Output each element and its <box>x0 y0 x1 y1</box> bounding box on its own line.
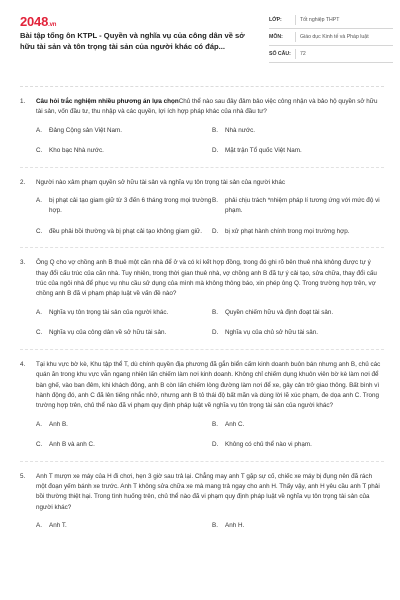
option-label: B. <box>212 126 218 134</box>
option-text: Anh B và anh C. <box>49 441 95 449</box>
option-text: Đảng Cộng sản Việt Nam. <box>49 126 123 134</box>
option-c[interactable] <box>36 227 212 237</box>
option-label: A. <box>36 126 42 134</box>
question-body: Anh T mượn xe máy của H đi chơi, hẹn 3 giờ sau trả lại. Chẳng may anh T gặp sự cố, chiếc xe máy bị đụng nên đã rách một đoạn yếm bánh xe trước. Anh T không sửa chữa xe mà mang trả ngay cho anh H. Thấy vậy, anh H yêu cầu anh T phải bồi thường thiệt hại. Trong tình huống trên, chủ thể nào đã vi phạm quy định pháp luật về nghĩa vụ tôn trọng tài sản của người khác? <box>36 472 380 511</box>
meta-key: SỐ CÂU: <box>269 51 291 57</box>
option-text: bị phạt cải tạo giam giữ từ 3 đến 6 tháng trong mọi trường hợp. <box>49 197 212 215</box>
header-separator <box>20 86 384 87</box>
option-b[interactable] <box>212 420 388 430</box>
meta-row-class <box>269 12 393 29</box>
option-label: D. <box>212 441 219 449</box>
option-label: A. <box>36 308 42 316</box>
option-label: B. <box>212 308 218 316</box>
option-a[interactable] <box>36 521 212 531</box>
question-text <box>20 472 384 514</box>
question-body: Tại khu vực bờ kè, Khu tập thể T, dù chính quyền địa phương đã gắn biển cấm kinh doanh buôn bán nhưng anh B, chủ các quán ăn trong khu vực vẫn ngang nhiên lấn chiếm làm nơi kinh doanh. Không chỉ chiếm dụng khuôn viên bờ kè làm nơi để bàn ghế, vào ban đêm, khi khách đông, anh B còn lấn chiếm lòng đường làm nơi để xe, gây cản trở giao thông. Bất bình vì hành động đó, anh C đã lên tiếng nhắc nhở, nhưng anh B tỏ thái độ bất mãn và dùng lời lẽ xúc phạm, đe dọa anh C. Trong trường hợp trên, chủ thể nào đã vi phạm quy định pháp luật về nghĩa vụ tôn trọng tài sản của người khác? <box>36 360 381 410</box>
question-1 <box>20 97 384 157</box>
option-label: D. <box>212 227 219 235</box>
question-body: Ông Q cho vợ chồng anh B thuê một căn nhà để ở và có kí kết hợp đồng, trong đó ghi rõ bên thuê nhà không được tự ý thay đổi cấu trúc của căn nhà. Tuy nhiên, trong thời gian thuê nhà, vợ chồng anh B đã tự ý cải tạo, sửa chữa, thay đổi cấu trúc của ngôi nhà để phục vụ nhu cầu sử dụng của mình mà không thông báo, xin phép ông Q. Trong trường hợp trên, vợ chồng anh B đã vi phạm pháp luật về vấn đề nào? <box>36 259 377 298</box>
option-label: A. <box>36 197 42 205</box>
meta-key: MÔN: <box>269 34 283 40</box>
option-label: B. <box>212 522 218 530</box>
option-d[interactable] <box>212 328 388 338</box>
meta-divider <box>295 15 296 25</box>
option-label: D. <box>212 147 219 155</box>
question-number: 2. <box>20 178 26 186</box>
option-c[interactable] <box>36 328 212 338</box>
logo-text: 2048 <box>20 14 49 29</box>
option-label: C. <box>36 441 43 449</box>
meta-value: Tốt nghiệp THPT <box>300 17 340 23</box>
option-text: Nhà nước. <box>225 126 256 134</box>
question-body: Chủ thể nào sau đây đảm bảo việc công nhận và bảo hộ quyền sở hữu tài sản, vốn đầu tư, thu nhập và các quyền, lợi ích hợp pháp khác của nhà đầu tư? <box>36 98 378 116</box>
site-logo[interactable] <box>20 14 56 29</box>
option-a[interactable] <box>36 308 212 318</box>
answer-options <box>20 308 384 339</box>
question-2 <box>20 178 384 238</box>
document-header <box>20 12 384 72</box>
option-text: đều phải bồi thường và bị phạt cải tạo không giam giữ. <box>49 227 202 235</box>
question-divider <box>20 349 384 350</box>
option-text: Nghĩa vụ tôn trọng tài sản của người khác. <box>49 308 169 316</box>
option-text: Không có chủ thể nào vi phạm. <box>225 441 312 449</box>
option-label: A. <box>36 420 42 428</box>
option-label: C. <box>36 329 43 337</box>
question-5 <box>20 472 384 532</box>
meta-value: Giáo dục Kinh tế và Pháp luật <box>300 34 369 40</box>
option-c[interactable] <box>36 146 212 156</box>
option-text: Nghĩa vụ của chủ sở hữu tài sản. <box>225 329 319 337</box>
answer-options <box>20 126 384 157</box>
meta-row-count <box>269 46 393 63</box>
meta-divider <box>295 32 296 42</box>
meta-row-subject <box>269 29 393 46</box>
question-divider <box>20 247 384 248</box>
option-text: Anh T. <box>49 522 67 530</box>
question-divider <box>20 461 384 462</box>
option-c[interactable] <box>36 440 212 450</box>
question-number: 3. <box>20 259 26 267</box>
question-text <box>20 360 384 412</box>
option-a[interactable] <box>36 420 212 430</box>
option-text: Quyền chiếm hữu và định đoạt tài sản. <box>225 308 334 316</box>
option-text: Anh B. <box>49 420 68 428</box>
option-text: bị xử phạt hành chính trong mọi trường hợp. <box>225 227 350 235</box>
question-number: 1. <box>20 98 26 105</box>
option-d[interactable] <box>212 440 388 450</box>
question-text <box>20 258 384 300</box>
answer-options <box>20 521 384 531</box>
option-label: C. <box>36 227 43 235</box>
option-text: Mặt trận Tổ quốc Việt Nam. <box>225 147 302 155</box>
logo-suffix: .vn <box>48 22 57 28</box>
question-number: 5. <box>20 472 26 480</box>
answer-options <box>20 196 384 237</box>
option-a[interactable] <box>36 196 212 217</box>
document-title: Bài tập tổng ôn KTPL - Quyền và nghĩa vụ của công dân về sở hữu tài sản và tôn trọng tài sản của người khác có đáp... <box>20 31 245 51</box>
option-d[interactable] <box>212 146 388 156</box>
option-b[interactable] <box>212 126 388 136</box>
question-divider <box>20 167 384 168</box>
meta-divider <box>295 49 296 59</box>
question-number: 4. <box>20 360 26 368</box>
option-text: Nghĩa vụ của công dân về sở hữu tài sản. <box>49 329 167 337</box>
meta-key: LỚP: <box>269 17 282 23</box>
option-label: B. <box>212 197 218 205</box>
option-label: D. <box>212 329 219 337</box>
option-text: Anh C. <box>225 420 245 428</box>
option-d[interactable] <box>212 227 388 237</box>
option-b[interactable] <box>212 308 388 318</box>
option-b[interactable] <box>212 521 388 531</box>
option-text: phải chịu trách *nhiệm pháp lí tương ứng với mức độ vi phạm. <box>225 197 380 215</box>
question-3 <box>20 258 384 338</box>
question-4 <box>20 360 384 451</box>
option-label: A. <box>36 522 42 530</box>
question-text <box>20 178 384 188</box>
question-text <box>20 97 384 118</box>
option-text: Anh H. <box>225 522 245 530</box>
question-body: Người nào xâm phạm quyền sở hữu tài sản và nghĩa vụ tôn trọng tài sản của người khác <box>36 178 286 186</box>
option-text: Kho bạc Nhà nước. <box>49 147 104 155</box>
option-b[interactable] <box>212 196 388 217</box>
option-label: C. <box>36 147 43 155</box>
meta-table <box>269 12 393 63</box>
meta-value: 72 <box>300 51 306 57</box>
answer-options <box>20 420 384 451</box>
option-a[interactable] <box>36 126 212 136</box>
option-label: B. <box>212 420 218 428</box>
question-type-label: Câu hỏi trắc nghiệm nhiều phương án lựa chọn <box>36 98 179 105</box>
